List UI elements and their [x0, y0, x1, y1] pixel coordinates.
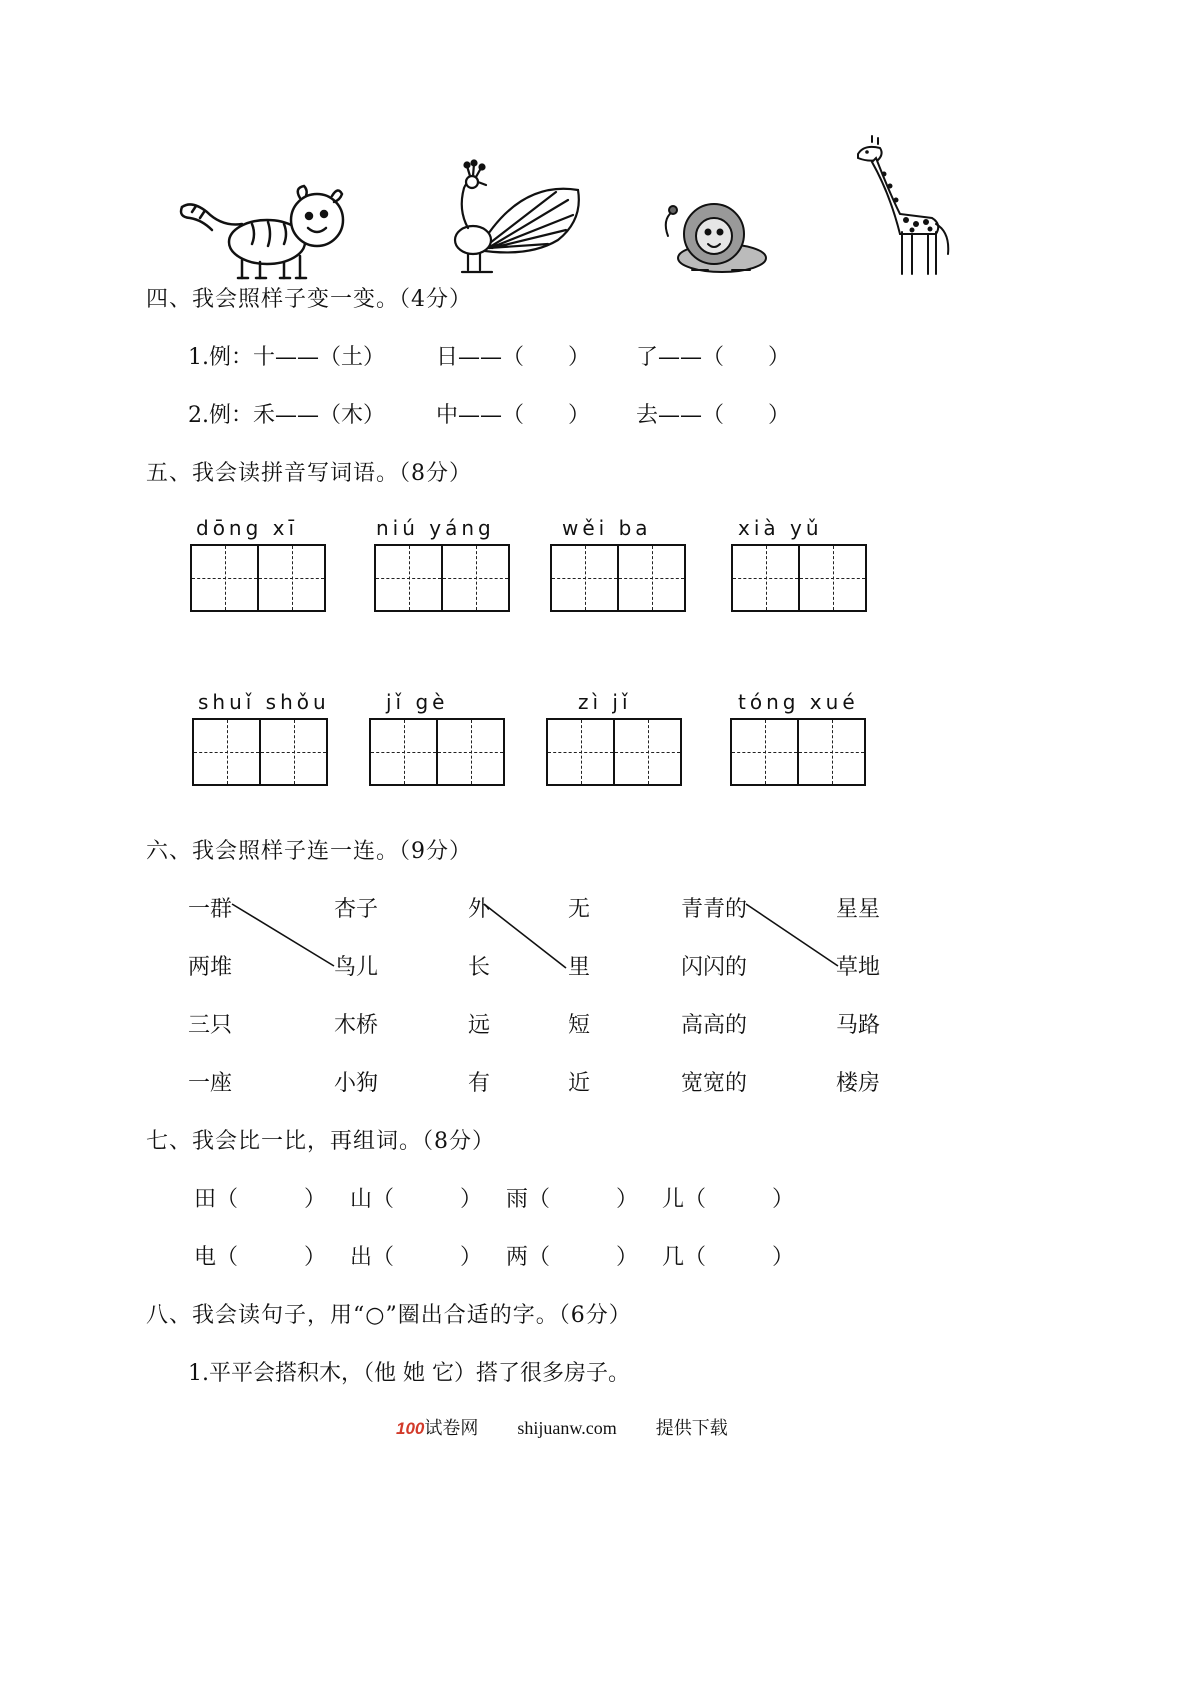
s4-row1-item2: 了——（ ）	[636, 345, 791, 370]
section5-heading: 五、我会读拼音写词语。（8分）	[146, 461, 472, 486]
sentence-1: 1.平平会搭积木，（他 她 它）搭了很多房子。	[188, 1361, 630, 1386]
section4-heading: 四、我会照样子变一变。（4分）	[146, 287, 472, 312]
match-word[interactable]: 楼房	[836, 1071, 881, 1096]
match-word[interactable]: 闪闪的	[681, 955, 748, 980]
match-word[interactable]: 外	[468, 897, 491, 922]
footer	[396, 1414, 728, 1440]
compare-item: 几（ ）	[662, 1245, 795, 1270]
match-word[interactable]: 一群	[188, 897, 233, 922]
match-word[interactable]: 鸟儿	[334, 955, 379, 980]
section8-heading: 八、我会读句子，用“○”圈出合适的字。（6分）	[146, 1303, 632, 1328]
example-line	[484, 904, 566, 968]
match-word[interactable]: 一座	[188, 1071, 233, 1096]
match-word[interactable]: 星星	[836, 897, 881, 922]
s4-row1-example: 1.例：十——（土）	[188, 345, 385, 370]
match-word[interactable]: 无	[568, 897, 591, 922]
match-word[interactable]: 近	[568, 1071, 591, 1096]
match-word[interactable]: 远	[468, 1013, 491, 1038]
match-word[interactable]: 木桥	[334, 1013, 379, 1038]
match-word[interactable]: 两堆	[188, 955, 233, 980]
match-word[interactable]: 小狗	[334, 1071, 379, 1096]
match-word[interactable]: 宽宽的	[681, 1071, 748, 1096]
compare-item: 儿（ ）	[662, 1187, 795, 1212]
match-word[interactable]: 高高的	[681, 1013, 748, 1038]
match-word[interactable]: 短	[568, 1013, 591, 1038]
compare-item: 电（ ）	[194, 1245, 327, 1270]
section7-heading: 七、我会比一比，再组词。（8分）	[146, 1129, 495, 1154]
pinyin-label: zì jǐ	[578, 690, 632, 714]
s4-row2-item1: 中——（ ）	[436, 403, 591, 428]
match-word[interactable]: 草地	[836, 955, 881, 980]
match-word[interactable]: 杏子	[334, 897, 379, 922]
pinyin-label: niú yáng	[376, 516, 495, 540]
match-word[interactable]: 里	[568, 955, 591, 980]
pinyin-label: shuǐ shǒu	[198, 690, 330, 714]
pinyin-label: jǐ gè	[386, 690, 449, 714]
s4-row1-item1: 日——（ ）	[436, 345, 591, 370]
pinyin-label: wěi ba	[562, 516, 652, 540]
match-word[interactable]: 青青的	[681, 897, 748, 922]
compare-item: 出（ ）	[350, 1245, 483, 1270]
example-line	[746, 904, 838, 966]
site-name: 试卷网	[424, 1418, 479, 1438]
pinyin-label: dōng xī	[196, 516, 299, 540]
pinyin-label: xià yǔ	[738, 516, 823, 540]
match-word[interactable]: 长	[468, 955, 491, 980]
site-logo: 100	[396, 1419, 425, 1438]
compare-item: 雨（ ）	[506, 1187, 639, 1212]
s4-row2-example: 2.例：禾——（木）	[188, 403, 385, 428]
section6-heading: 六、我会照样子连一连。（9分）	[146, 839, 472, 864]
compare-item: 田（ ）	[194, 1187, 327, 1212]
footer-tail: 提供下载	[655, 1418, 728, 1438]
match-word[interactable]: 有	[468, 1071, 491, 1096]
match-word[interactable]: 三只	[188, 1013, 233, 1038]
match-word[interactable]: 马路	[836, 1013, 881, 1038]
pinyin-label: tóng xué	[738, 690, 859, 714]
compare-item: 两（ ）	[506, 1245, 639, 1270]
compare-item: 山（ ）	[350, 1187, 483, 1212]
site-url[interactable]: shijuanw.com	[517, 1418, 617, 1438]
example-line	[232, 904, 334, 966]
s4-row2-item2: 去——（ ）	[636, 403, 791, 428]
